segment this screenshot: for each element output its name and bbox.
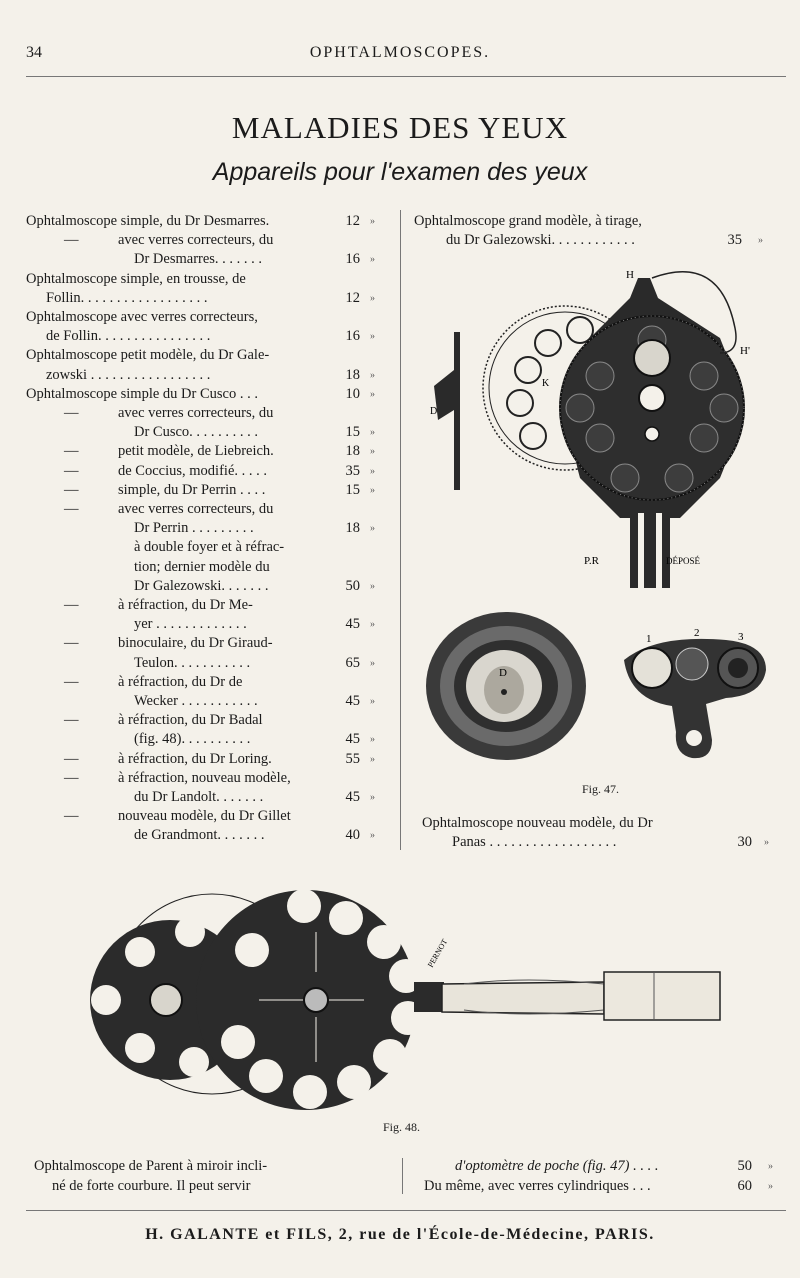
left-row-price: 45: [345, 693, 360, 709]
left-row-dash: —: [64, 635, 79, 652]
left-row-text: Ophtalmoscope simple du Dr Cusco . . .: [26, 385, 258, 402]
fig47-lens-clip: [616, 620, 776, 770]
left-row-dash: —: [64, 405, 79, 421]
fig47-label-2: 2: [694, 627, 700, 639]
left-row-price: 12: [345, 213, 360, 229]
right-entry-1-line-1: Ophtalmoscope grand modèle, à tirage,: [414, 213, 642, 229]
left-row-text: Ophtalmoscope simple, en trousse, de: [26, 270, 246, 287]
right-entry-2-price: 30: [737, 834, 752, 850]
left-row-price: 15: [345, 481, 360, 498]
fig47-caption: Fig. 47.: [582, 782, 620, 796]
left-row-suffix: »: [370, 619, 375, 631]
left-row-text: tion; dernier modèle du: [134, 558, 270, 575]
left-row-suffix: »: [370, 734, 375, 746]
left-row-text: Dr Desmarres. . . . . . .: [134, 251, 263, 268]
left-row-price: 45: [345, 731, 360, 748]
left-row-suffix: »: [370, 254, 375, 266]
left-row-suffix: »: [370, 580, 375, 592]
left-row-text: avec verres correcteurs, du: [118, 232, 274, 249]
left-row-suffix: »: [370, 388, 375, 400]
right-entry-1-suffix: »: [758, 235, 763, 246]
fig47-main-engraving: [420, 258, 780, 598]
left-row-text: Ophtalmoscope simple, du Dr Desmarres.: [26, 213, 270, 229]
bottom-right-price-1: 50: [737, 1158, 752, 1174]
left-row-suffix: »: [370, 446, 375, 458]
left-row-text: zowski . . . . . . . . . . . . . . . . .: [46, 366, 211, 383]
left-row-text: Ophtalmoscope avec verres correcteurs,: [26, 309, 258, 325]
left-row-text: du Dr Landolt. . . . . . .: [134, 789, 264, 805]
left-row-suffix: »: [370, 657, 375, 669]
fig47-label-k: K: [542, 378, 550, 389]
page-title: MALADIES DES YEUX: [231, 110, 569, 145]
fig48-caption: Fig. 48.: [383, 1120, 421, 1134]
left-row-suffix: »: [370, 216, 375, 227]
left-row-dash: —: [64, 443, 79, 460]
column-divider: [400, 210, 401, 850]
left-row-suffix: »: [370, 830, 375, 842]
fig47-label-d-center: D: [499, 667, 507, 679]
left-row-suffix: »: [370, 792, 375, 803]
left-row-text: binoculaire, du Dr Giraud-: [118, 635, 273, 652]
left-row-text: Teulon. . . . . . . . . . .: [134, 654, 251, 671]
running-title: OPHTALMOSCOPES.: [309, 44, 491, 61]
left-row-price: 40: [345, 827, 360, 844]
left-row-suffix: »: [370, 696, 375, 707]
left-row-suffix: »: [370, 753, 375, 765]
left-row-price: 16: [345, 328, 360, 345]
left-row-suffix: »: [370, 427, 375, 439]
fig47-label-3: 3: [738, 631, 744, 643]
left-row-suffix: »: [370, 465, 375, 477]
left-row-text: à réfraction, du Dr Loring.: [118, 750, 272, 767]
fig47-label-d: D: [430, 406, 438, 417]
left-row-text: yer . . . . . . . . . . . . .: [134, 616, 247, 633]
left-row-dash: —: [64, 597, 79, 613]
left-row-price: 18: [345, 520, 360, 537]
left-row-text: Dr Galezowski. . . . . . .: [134, 577, 269, 594]
right-entry-2-line-1: Ophtalmoscope nouveau modèle, du Dr: [422, 815, 653, 831]
page-subtitle: Appareils pour l'examen des yeux: [212, 158, 588, 186]
left-row-price: 16: [345, 251, 360, 268]
bottom-left-line-1: Ophtalmoscope de Parent à miroir incli-: [34, 1158, 268, 1174]
fig47-label-h-prime: H': [740, 345, 750, 357]
fig48-engraving: [84, 872, 734, 1112]
left-row-price: 65: [345, 654, 360, 671]
left-row-price: 50: [345, 577, 360, 594]
left-row-price: 18: [345, 366, 360, 383]
left-row-price: 45: [345, 789, 360, 805]
left-row-text: avec verres correcteurs, du: [118, 501, 274, 517]
right-entry-1-price: 35: [727, 232, 742, 248]
right-entry-2-suffix: »: [764, 837, 769, 848]
left-row-price: 35: [345, 462, 360, 479]
left-row-suffix: »: [370, 484, 375, 496]
left-row-text: de Coccius, modifié. . . . .: [118, 462, 268, 479]
left-row-price: 12: [345, 289, 360, 306]
left-row-dash: —: [64, 769, 79, 786]
left-row-price: 10: [345, 385, 360, 402]
left-row-text: simple, du Dr Perrin . . . .: [118, 481, 266, 498]
left-row-text: (fig. 48). . . . . . . . . .: [134, 731, 251, 748]
footer-rule: [26, 1210, 786, 1211]
left-row-text: Dr Perrin . . . . . . . . .: [134, 520, 254, 537]
left-row-text: Follin. . . . . . . . . . . . . . . . . .: [46, 289, 208, 306]
fig47-label-1: 1: [646, 633, 652, 645]
fig47-label-pr: P.R: [584, 555, 599, 567]
left-row-text: avec verres correcteurs, du: [118, 405, 274, 421]
left-row-text: à réfraction, nouveau modèle,: [118, 769, 291, 786]
left-row-text: à réfraction, du Dr Badal: [118, 712, 263, 729]
bottom-right-suffix-2: »: [768, 1181, 773, 1192]
bottom-right-price-2: 60: [737, 1178, 752, 1194]
bottom-column-divider: [402, 1158, 403, 1194]
left-row-text: de Follin. . . . . . . . . . . . . . . .: [46, 328, 211, 345]
fig47-side-profile: [428, 330, 468, 500]
left-row-suffix: »: [370, 369, 375, 381]
publisher-footer: H. GALANTE et FILS, 2, rue de l'École-de-Médecine, PARIS.: [145, 1226, 655, 1243]
left-row-text: à réfraction, du Dr de: [118, 673, 243, 690]
left-row-text: à double foyer et à réfrac-: [134, 539, 285, 556]
left-row-dash: —: [64, 712, 79, 729]
left-row-price: 55: [345, 750, 360, 767]
left-row-text: petit modèle, de Liebreich.: [118, 443, 274, 460]
left-row-suffix: »: [370, 331, 375, 343]
fig48-maker-mark: PERNOT: [425, 937, 450, 969]
left-row-suffix: »: [370, 292, 375, 304]
left-row-text: Wecker . . . . . . . . . . .: [134, 693, 258, 709]
left-row-dash: —: [64, 232, 79, 249]
right-entry-1-line-2: du Dr Galezowski. . . . . . . . . . . .: [446, 232, 635, 248]
left-row-dash: —: [64, 808, 79, 825]
fig47-mirror-disc: [424, 610, 594, 760]
bottom-right-line-2: Du même, avec verres cylindriques . . .: [424, 1178, 651, 1194]
left-row-price: 45: [345, 616, 360, 633]
left-row-text: de Grandmont. . . . . . .: [134, 827, 265, 844]
left-row-suffix: »: [370, 523, 375, 535]
left-row-dash: —: [64, 750, 79, 767]
fig47-label-depose: DÉPOSÉ: [666, 556, 701, 566]
page-number: 34: [26, 44, 42, 61]
left-row-dash: —: [64, 481, 79, 498]
left-row-text: nouveau modèle, du Dr Gillet: [118, 808, 291, 825]
header-rule: [26, 76, 786, 77]
bottom-left-line-2: né de forte courbure. Il peut servir: [52, 1178, 251, 1194]
left-row-dash: —: [64, 501, 79, 517]
left-row-dash: —: [64, 462, 79, 479]
left-row-text: Ophtalmoscope petit modèle, du Dr Gale-: [26, 347, 270, 364]
bottom-right-line-1: d'optomètre de poche (fig. 47) . . . .: [455, 1158, 659, 1174]
right-entry-2-line-2: Panas . . . . . . . . . . . . . . . . . .: [452, 834, 617, 850]
left-row-text: à réfraction, du Dr Me-: [118, 597, 253, 613]
fig47-label-h: H: [626, 269, 634, 281]
bottom-right-suffix-1: »: [768, 1161, 773, 1172]
left-row-price: 15: [345, 424, 360, 441]
left-row-price: 18: [345, 443, 360, 460]
left-row-text: Dr Cusco. . . . . . . . . .: [134, 424, 259, 441]
left-row-dash: —: [64, 673, 79, 690]
